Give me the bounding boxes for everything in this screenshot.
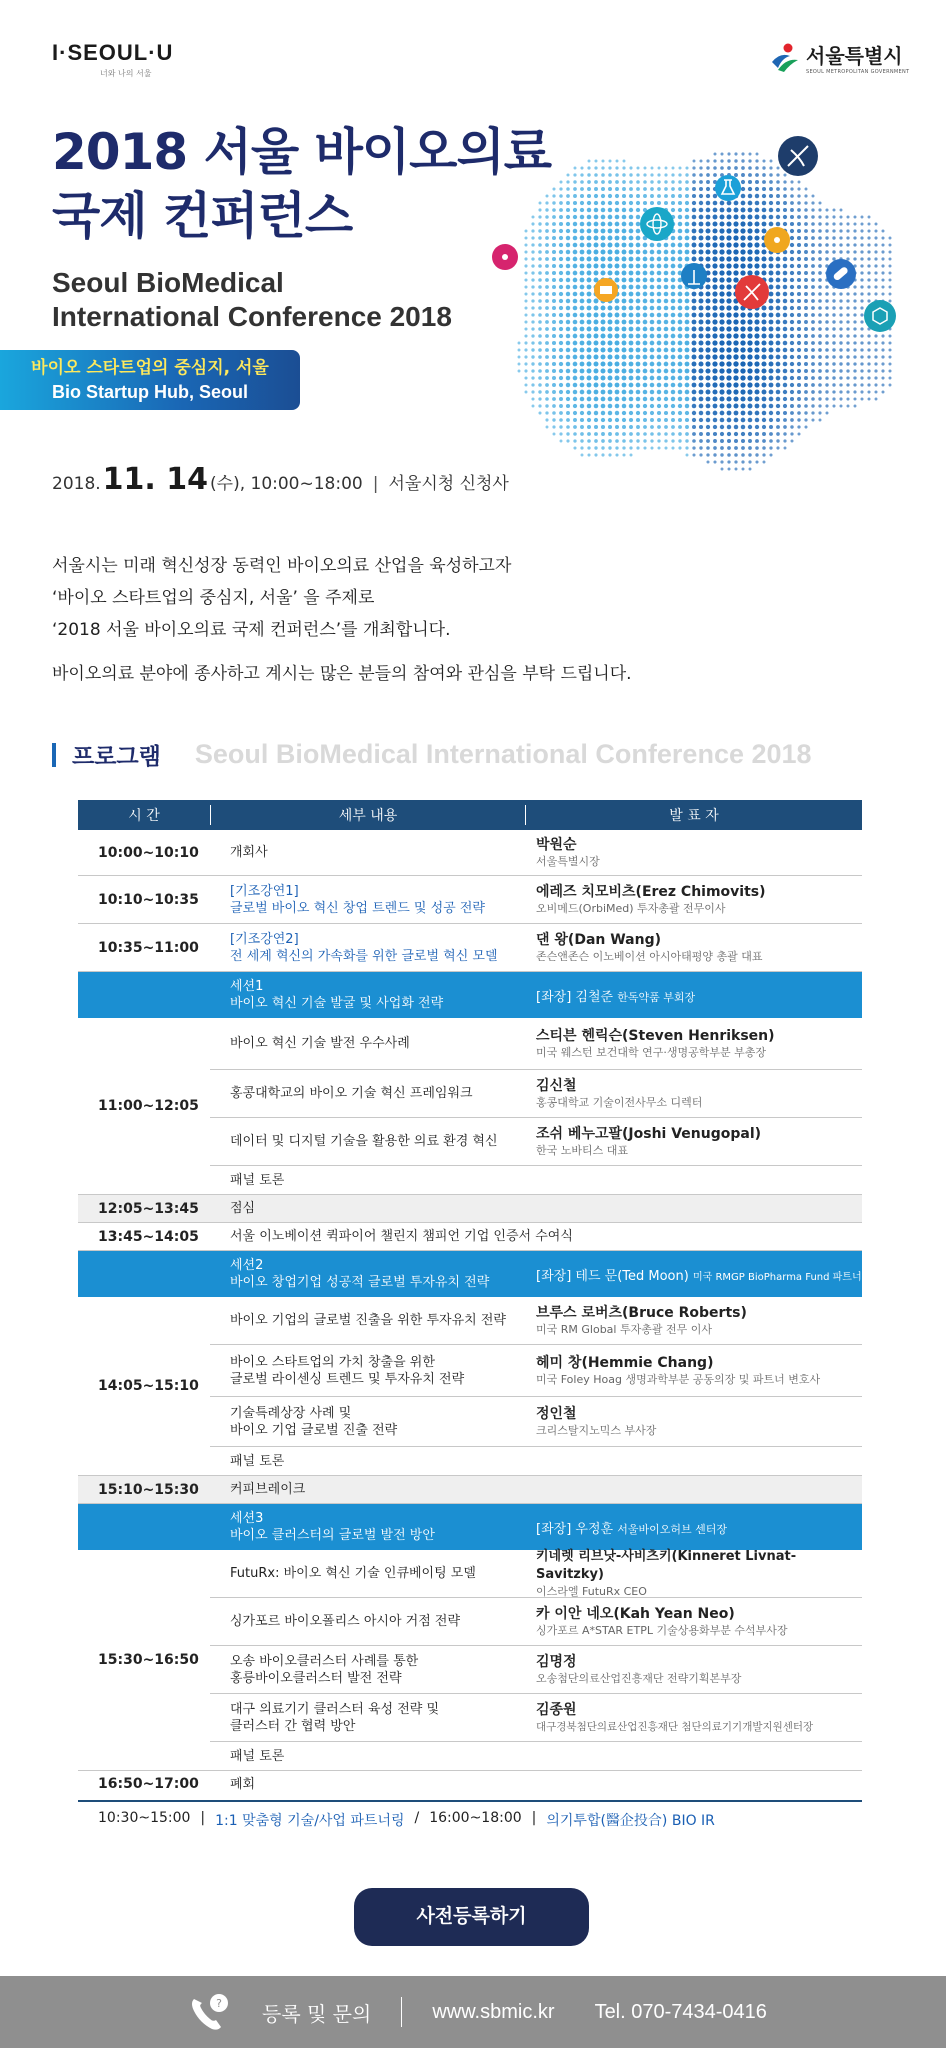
group-time: 14:05~15:10 (98, 1378, 199, 1394)
side-event-pipe: | (200, 1810, 206, 1826)
side-event-desc-1: 1:1 맞춤형 기술/사업 파트너링 (215, 1813, 405, 1829)
i-seoul-u-logo-sub: 너와 나의 서울 (100, 69, 152, 78)
title-line-1: 2018 서울 바이오의료 (52, 123, 552, 181)
row-content: 폐회 (230, 1776, 256, 1792)
dna-icon (778, 136, 818, 176)
row-content: 패널 토론 (230, 1748, 285, 1764)
content-line-2: 글로벌 라이센싱 트렌드 및 투자유치 전략 (230, 1371, 465, 1387)
side-event-desc-2: 의기투합(醫企投合) BIO IR (546, 1813, 715, 1829)
chair-name: [좌장] 김철준 (536, 989, 614, 1005)
content-line-1: 바이오 스타트업의 가치 창출을 위한 (230, 1354, 435, 1370)
table-row (78, 1223, 862, 1251)
row-content: 데이터 및 디지털 기술을 활용한 의료 환경 혁신 (230, 1134, 498, 1149)
row-speaker (526, 1405, 862, 1439)
intro-line-2: ‘바이오 스타트업의 중심지, 서울’ 을 주제로 (52, 588, 375, 608)
row-speaker (526, 931, 862, 965)
keynote-title: 전 세계 혁신의 가속화를 위한 글로벌 혁신 모델 (230, 948, 498, 964)
event-year: 2018. (52, 474, 101, 494)
program-table (78, 800, 862, 1797)
table-row (78, 1771, 862, 1797)
table-row (78, 876, 862, 924)
row-speaker (526, 1605, 862, 1639)
session-label: 세션2 (230, 1258, 264, 1273)
footer-divider (401, 1997, 402, 2027)
speaker-name: 박원순 (536, 836, 577, 853)
table-row (210, 1345, 862, 1397)
table-row (210, 1070, 862, 1118)
content-line-2: 홍릉바이오클러스터 발전 전략 (230, 1670, 402, 1686)
table-bottom-rule (78, 1800, 862, 1802)
table-row (210, 1550, 862, 1598)
speaker-affiliation: 오비메드(OrbiMed) 투자총괄 전무이사 (536, 901, 726, 915)
table-row (210, 1397, 862, 1447)
row-content (210, 978, 526, 1012)
row-content (210, 931, 526, 965)
speaker-name: 헤미 창(Hemmie Chang) (536, 1354, 714, 1371)
speaker-affiliation: 싱가포르 A*STAR ETPL 기술상용화부분 수석부사장 (536, 1623, 788, 1637)
table-row (78, 1476, 862, 1504)
event-date-venue (52, 462, 509, 497)
row-content: 패널 토론 (230, 1172, 285, 1188)
content-line-2: 클러스터 간 협력 방안 (230, 1718, 356, 1734)
column-time: 시 간 (128, 808, 160, 824)
speaker-name: 키네렛 리브낫-사비츠키(Kinneret Livnat-Savitzky) (536, 1548, 797, 1582)
title-line-2: 국제 컨퍼런스 (52, 187, 353, 245)
row-content: 바이오 기업의 글로벌 진출을 위한 투자유치 전략 (230, 1313, 506, 1328)
folder-icon (594, 278, 618, 302)
speaker-name: 조쉬 베누고팔(Joshi Venugopal) (536, 1125, 762, 1142)
session-chair (526, 1265, 862, 1284)
side-events-note (98, 1810, 715, 1830)
seoul-emblem-icon (770, 42, 800, 74)
table-row (210, 1742, 862, 1770)
table-header (78, 800, 862, 830)
row-speaker (526, 836, 862, 870)
row-speaker (526, 1701, 862, 1735)
program-heading-korean: 프로그램 (72, 744, 161, 770)
row-time: 10:35~11:00 (98, 939, 199, 956)
event-separator: | (372, 474, 379, 494)
footer-contact-bar (0, 1976, 946, 2048)
row-content: 개회사 (230, 845, 268, 860)
speaker-affiliation: 존슨앤존슨 이노베이션 아시아태평양 총괄 대표 (536, 949, 763, 963)
svg-text:?: ? (216, 1997, 222, 2010)
speaker-affiliation: 대구경북첨단의료산업진흥재단 첨단의료기기개발지원센터장 (536, 1720, 814, 1733)
column-content: 세부 내용 (210, 805, 526, 825)
event-time: (수), 10:00~18:00 (210, 474, 363, 494)
dotted-map-illustration (470, 120, 910, 510)
flask-icon (715, 175, 741, 201)
footer-contact-label: 등록 및 문의 (262, 2001, 372, 2026)
session-row (78, 1251, 862, 1297)
speaker-name: 카 이안 네오(Kah Yean Neo) (536, 1605, 735, 1622)
side-event-slash: / (414, 1810, 420, 1826)
row-time: 15:10~15:30 (98, 1481, 199, 1498)
session-row (78, 972, 862, 1018)
row-content: 서울 이노베이션 퀵파이어 챌린지 챔피언 기업 인증서 수여식 (230, 1229, 573, 1244)
table-row (210, 1018, 862, 1070)
speaker-affiliation: 서울특별시장 (536, 854, 600, 868)
table-row (210, 1447, 862, 1475)
table-row (210, 1297, 862, 1345)
table-row (210, 1646, 862, 1694)
program-heading (52, 738, 812, 771)
speaker-affiliation: 미국 RM Global 투자총괄 전무 이사 (536, 1322, 712, 1336)
row-content (210, 1701, 526, 1735)
seoul-city-logo-text: 서울특별시 (806, 44, 903, 68)
title-en-line-1: Seoul BioMedical (52, 267, 284, 298)
intro-line-1: 서울시는 미래 혁신성장 동력인 바이오의료 산업을 육성하고자 (52, 556, 512, 576)
side-event-time-1: 10:30~15:00 (98, 1810, 191, 1826)
table-row (78, 924, 862, 972)
table-row (210, 1118, 862, 1166)
session-group (78, 1018, 862, 1195)
row-speaker (526, 1125, 862, 1159)
speaker-name: 스티븐 헨릭슨(Steven Henriksen) (536, 1027, 775, 1044)
row-speaker (526, 1304, 862, 1338)
table-row (210, 1166, 862, 1194)
session-chair (526, 986, 862, 1005)
table-row (210, 1694, 862, 1742)
dna-red-icon (735, 275, 769, 309)
group-time: 15:30~16:50 (98, 1652, 199, 1668)
title-en-line-2: International Conference 2018 (52, 301, 452, 332)
hub-banner-korean: 바이오 스타트업의 중심지, 서울 (31, 358, 269, 378)
chair-affiliation: 미국 RMGP BioPharma Fund 파트너 (692, 1271, 862, 1283)
event-day: 11. 14 (102, 462, 209, 497)
chair-name: [좌장] 우정훈 (536, 1521, 614, 1537)
row-time: 10:10~10:35 (98, 891, 199, 908)
phone-icon (186, 1989, 232, 2035)
session-label: 세션1 (230, 979, 264, 994)
chair-affiliation: 서울바이오허브 센터장 (617, 1522, 727, 1536)
speaker-affiliation: 한국 노바티스 대표 (536, 1143, 629, 1157)
row-speaker (526, 1077, 862, 1111)
session-chair (526, 1518, 862, 1537)
i-seoul-u-logo (52, 40, 173, 79)
atom-icon (640, 207, 674, 241)
row-time: 16:50~17:00 (98, 1776, 199, 1792)
speaker-affiliation: 크리스탈지노믹스 부사장 (536, 1423, 657, 1437)
row-content: 점심 (230, 1201, 256, 1216)
row-content: FutuRx: 바이오 혁신 기술 인큐베이팅 모델 (230, 1566, 476, 1581)
hub-banner-english: Bio Startup Hub, Seoul (52, 382, 248, 402)
row-content: 싱가포르 바이오폴리스 아시아 거점 전략 (230, 1614, 461, 1629)
heading-bar (52, 743, 56, 767)
row-content (210, 1257, 526, 1291)
table-row (78, 1195, 862, 1223)
row-content (210, 1405, 526, 1439)
row-content (210, 1354, 526, 1388)
keynote-label: [기조강연2] (230, 931, 299, 947)
footer-telephone: Tel. 070-7434-0416 (594, 2000, 767, 2023)
seoul-city-logo (770, 40, 909, 75)
row-speaker (526, 883, 862, 917)
content-line-1: 대구 의료기기 클러스터 육성 전략 및 (230, 1701, 440, 1717)
intro-line-4: 바이오의료 분야에 종사하고 계시는 많은 분들의 참여와 관심을 부탁 드립니다. (52, 664, 632, 684)
row-time: 13:45~14:05 (98, 1228, 199, 1245)
session-label: 세션3 (230, 1511, 264, 1526)
row-content (210, 1653, 526, 1687)
speaker-name: 댄 왕(Dan Wang) (536, 931, 662, 948)
session-group (78, 1550, 862, 1771)
row-speaker (526, 1354, 862, 1388)
side-event-pipe: | (531, 1810, 537, 1826)
speaker-affiliation: 이스라엘 FutuRx CEO (536, 1584, 647, 1598)
speaker-affiliation: 미국 웨스턴 보건대학 연구·생명공학부분 부총장 (536, 1045, 767, 1059)
group-time: 11:00~12:05 (98, 1098, 199, 1114)
pill-icon (826, 259, 856, 289)
pre-registration-button[interactable]: 사전등록하기 (354, 1888, 589, 1946)
row-content: 홍콩대학교의 바이오 기술 혁신 프레임워크 (230, 1086, 473, 1101)
seoul-city-logo-sub: SEOUL METROPOLITAN GOVERNMENT (806, 69, 910, 75)
speaker-name: 브루스 로버츠(Bruce Roberts) (536, 1304, 747, 1321)
intro-text (52, 550, 632, 690)
footer-website-link[interactable]: www.sbmic.kr (432, 2000, 555, 2023)
chair-affiliation: 한독약품 부회장 (617, 990, 696, 1004)
session-title: 바이오 혁신 기술 발굴 및 사업화 전략 (230, 996, 444, 1011)
session-group (78, 1297, 862, 1476)
row-speaker (526, 1548, 862, 1600)
row-content: 바이오 혁신 기술 발전 우수사례 (230, 1036, 410, 1051)
row-content: 패널 토론 (230, 1453, 285, 1469)
speaker-name: 김명정 (536, 1653, 577, 1670)
row-speaker (526, 1653, 862, 1687)
event-venue: 서울시청 신청사 (388, 474, 509, 494)
speaker-affiliation: 홍콩대학교 기술이전사무소 디렉터 (536, 1095, 703, 1109)
row-content (210, 1510, 526, 1544)
bio-startup-hub-banner (0, 350, 300, 410)
row-content (210, 883, 526, 917)
keynote-label: [기조강연1] (230, 883, 299, 899)
content-line-1: 오송 바이오클러스터 사례를 통한 (230, 1653, 419, 1669)
conference-title-english (52, 266, 452, 334)
column-speaker: 발 표 자 (669, 808, 719, 824)
content-line-1: 기술특례상장 사례 및 (230, 1405, 352, 1421)
speaker-name: 김종원 (536, 1701, 577, 1718)
network-icon (492, 244, 518, 270)
speaker-name: 김신철 (536, 1077, 577, 1094)
microscope-icon (681, 263, 707, 289)
side-event-time-2: 16:00~18:00 (429, 1810, 522, 1826)
speaker-name: 정인철 (536, 1405, 577, 1422)
molecule-yellow-icon (764, 227, 790, 253)
program-heading-english: Seoul BioMedical International Conference 2018 (194, 739, 812, 769)
row-speaker (526, 1027, 862, 1061)
i-seoul-u-logo-text: I·SEOUL·U (52, 40, 174, 65)
content-line-2: 바이오 기업 글로벌 진출 전략 (230, 1422, 398, 1438)
row-time: 10:00~10:10 (98, 844, 199, 861)
row-time: 12:05~13:45 (98, 1200, 199, 1217)
chair-name: [좌장] 테드 문(Ted Moon) (536, 1268, 689, 1284)
keynote-title: 글로벌 바이오 혁신 창업 트렌드 및 성공 전략 (230, 900, 485, 916)
session-row (78, 1504, 862, 1550)
speaker-affiliation: 미국 Foley Hoag 생명과학부분 공동의장 및 파트너 변호사 (536, 1372, 821, 1386)
row-content: 커피브레이크 (230, 1482, 306, 1497)
speaker-name: 에레즈 치모비츠(Erez Chimovits) (536, 883, 766, 900)
hexagon-molecule-icon (864, 300, 896, 332)
map-dots (518, 152, 892, 470)
speaker-affiliation: 오송첨단의료산업진흥재단 전략기획본부장 (536, 1671, 742, 1685)
intro-line-3: ‘2018 서울 바이오의료 국제 컨퍼런스’를 개최합니다. (52, 620, 451, 640)
session-title: 바이오 클러스터의 글로벌 발전 방안 (230, 1528, 435, 1543)
table-row (210, 1598, 862, 1646)
table-row (78, 830, 862, 876)
session-title: 바이오 창업기업 성공적 글로벌 투자유치 전략 (230, 1275, 490, 1290)
